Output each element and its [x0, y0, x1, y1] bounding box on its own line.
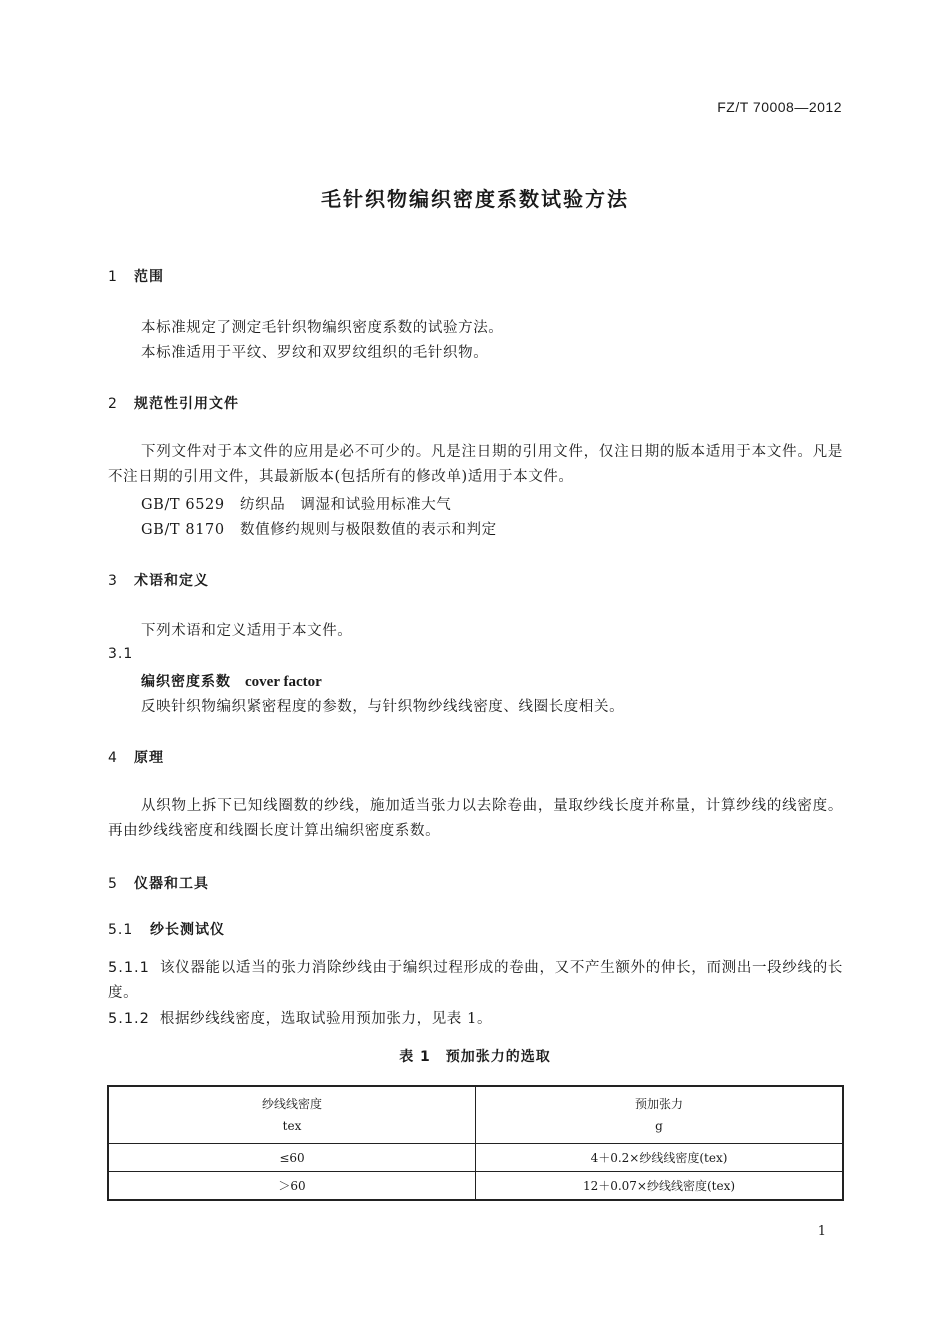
clause-number: 5.1.2: [108, 1011, 150, 1027]
section-number: 2: [108, 396, 118, 412]
principle-paragraph: 从织物上拆下已知线圈数的纱线，施加适当张力以去除卷曲，量取纱线长度并称量，计算纱线的线密度。再由纱线线密度和线圈长度计算出编织密度系数。: [108, 798, 843, 839]
column-header-density: [108, 1086, 476, 1144]
section-2-heading: [108, 393, 239, 413]
subsection-number: 5.1: [108, 922, 134, 938]
term-chinese: 编织密度系数: [141, 674, 231, 690]
scope-paragraph-1: 本标准规定了测定毛针织物编织密度系数的试验方法。: [141, 320, 504, 336]
column-name: 预加张力: [634, 1097, 683, 1111]
reference-item: [141, 493, 451, 514]
clause-text: 根据纱线线密度，选取试验用预加张力，见表 1。: [159, 1011, 493, 1027]
scope-paragraph-2: 本标准适用于平纹、罗纹和双罗纹组织的毛针织物。: [141, 345, 489, 361]
column-header-tension: [476, 1086, 844, 1144]
section-title: 范围: [134, 269, 164, 285]
clause-text: 该仪器能以适当的张力消除纱线由于编织过程形成的卷曲，又不产生额外的伸长，而测出一段纱线的长度。: [108, 960, 843, 1001]
subsection-title: 纱长测试仪: [150, 922, 225, 938]
subsection-5-1-heading: [108, 919, 225, 939]
term-number: 3.1: [108, 646, 134, 662]
page-number: 1: [817, 1224, 826, 1239]
table-row: [108, 1144, 843, 1172]
pretension-table: [107, 1085, 844, 1201]
reference-item: [141, 518, 497, 539]
reference-title: 纺织品 调湿和试验用标准大气: [240, 497, 452, 513]
table-row: [108, 1172, 843, 1201]
clause-5-1-2: [108, 1007, 843, 1032]
section-5-heading: [108, 873, 209, 893]
column-name: 纱线线密度: [261, 1097, 322, 1111]
section-number: 5: [108, 876, 118, 892]
section-title: 仪器和工具: [134, 876, 209, 892]
tension-cell: 4＋0.2×纱线线密度(tex): [476, 1144, 844, 1172]
tension-cell: 12＋0.07×纱线线密度(tex): [476, 1172, 844, 1201]
column-unit: g: [655, 1119, 663, 1133]
section-title: 术语和定义: [134, 573, 209, 589]
terms-intro-paragraph: 下列术语和定义适用于本文件。: [141, 623, 353, 639]
section-number: 1: [108, 269, 118, 285]
section-3-heading: [108, 570, 209, 590]
standard-number: FZ/T 70008—2012: [717, 99, 842, 115]
clause-number: 5.1.1: [108, 960, 150, 976]
section-number: 4: [108, 750, 118, 766]
section-title: 原理: [134, 750, 164, 766]
table-caption: 表 1 预加张力的选取: [399, 1049, 551, 1065]
density-cell: ＞60: [108, 1172, 476, 1201]
column-unit: tex: [282, 1119, 302, 1133]
section-4-heading: [108, 747, 164, 767]
reference-code: GB/T 6529: [141, 497, 225, 513]
term-english: cover factor: [245, 674, 322, 690]
section-title: 规范性引用文件: [134, 396, 239, 412]
reference-title: 数值修约规则与极限数值的表示和判定: [240, 522, 497, 538]
term-definition: 反映针织物编织紧密程度的参数，与针织物纱线线密度、线圈长度相关。: [141, 699, 625, 715]
clause-5-1-1: [108, 956, 843, 1006]
table-header-row: [108, 1086, 843, 1144]
normative-references-paragraph: 下列文件对于本文件的应用是必不可少的。凡是注日期的引用文件，仅注日期的版本适用于本文件。凡是不注日期的引用文件，其最新版本(包括所有的修改单)适用于本文件。: [108, 444, 843, 485]
section-number: 3: [108, 573, 118, 589]
reference-code: GB/T 8170: [141, 522, 225, 538]
document-title: 毛针织物编织密度系数试验方法: [321, 187, 629, 211]
density-cell: ≤60: [108, 1144, 476, 1172]
term-entry: [141, 671, 322, 691]
section-1-heading: [108, 266, 164, 286]
